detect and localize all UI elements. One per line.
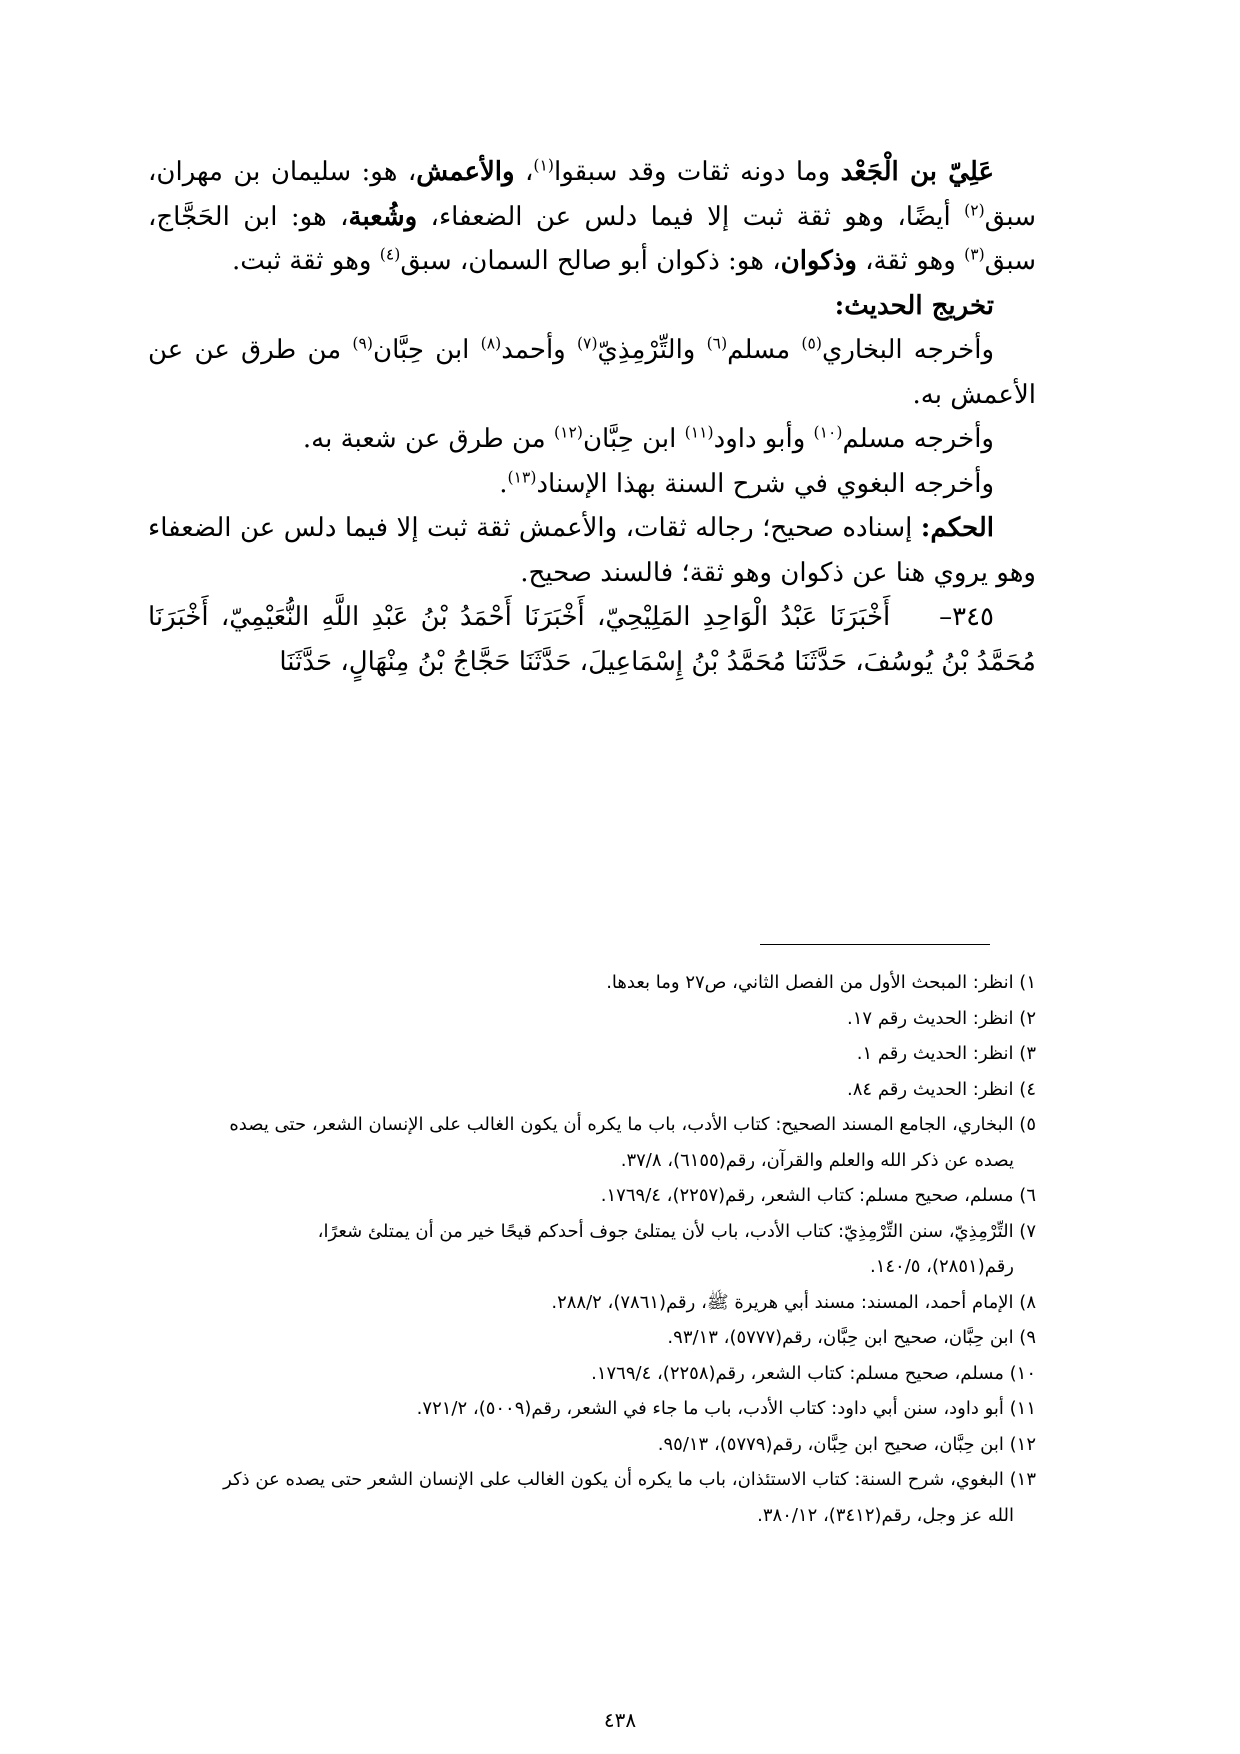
footnote-ref[interactable]: (٩): [352, 334, 373, 353]
footnote-ref[interactable]: (١): [533, 156, 554, 175]
footnote-number: ١٢): [1009, 1433, 1036, 1455]
footnote-ref[interactable]: (٨): [480, 334, 502, 353]
text-run: من طرق عن عن الأعمش به.: [148, 335, 1036, 410]
footnote-number: ٦): [1019, 1185, 1036, 1206]
paragraph-hadith-345: [148, 595, 1036, 684]
footnote-ref[interactable]: (٦): [706, 334, 728, 353]
text-run: مسلم: [727, 335, 802, 365]
narrator-name: وشُعبة: [348, 201, 418, 232]
footnote-text: البغوي، شرح السنة: كتاب الاستئذان، باب ما يكره أن يكون الغالب على الإنسان الشعر حتى يصده عن ذكر: [223, 1469, 1010, 1490]
footnote-ref[interactable]: (١٠): [813, 423, 843, 442]
footnote-item: [148, 1391, 1036, 1427]
text-run: وهو ثقة ثبت.: [232, 246, 380, 276]
footnote-item: [148, 1285, 1036, 1321]
hadith-number: ٣٤٥–: [939, 602, 995, 632]
text-run: ، هو: ذكوان أبو صالح السمان، سبق: [400, 246, 781, 276]
text-run: وأحمد: [501, 335, 577, 365]
footnote-number: ١): [1019, 972, 1036, 993]
ruling-label: الحكم:: [920, 513, 994, 543]
text-run: وأخرجه البغوي في شرح السنة بهذا الإسناد: [536, 468, 994, 499]
text-run: ، هو: سليمان بن مهران، سبق: [148, 157, 1036, 232]
footnote-text: انظر: الحديث رقم ٨٤.: [847, 1078, 1020, 1100]
text-run: .: [499, 468, 508, 499]
footnote-item: [148, 1036, 1036, 1072]
hadith-text: أَخْبَرَنَا عَبْدُ الْوَاحِدِ المَلِيْحِيّ، أَخْبَرَنَا أَحْمَدُ بْنُ عَبْدِ اللَّهِ النُّعَيْمِيّ، أَخْبَرَنَا مُحَمَّدُ بْنُ يُوسُفَ، حَدَّثَنَا مُحَمَّدُ بْنُ إِسْمَاعِيلَ، حَدَّثَنَا حَجَّاجُ بْنُ مِنْهَالٍ، حَدَّثَنَا: [148, 602, 1036, 677]
footnote-number: ٨): [1019, 1291, 1036, 1313]
narrator-name: والأعمش: [416, 157, 515, 187]
footnote-ref[interactable]: (٣): [964, 245, 985, 264]
section-heading: تخريج الحديث:: [834, 290, 994, 321]
footnote-number: ٥): [1019, 1114, 1036, 1135]
footnote-text: مسلم، صحيح مسلم: كتاب الشعر، رقم(٢٢٥٨)، ١٧٦٩/٤.: [591, 1362, 1010, 1384]
footnote-number: ٧): [1019, 1220, 1036, 1242]
footnote-ref[interactable]: (٤): [379, 245, 401, 264]
footnote-text: انظر: المبحث الأول من الفصل الثاني، ص٢٧ وما بعدها.: [606, 972, 1020, 993]
text-run: ،: [514, 157, 534, 187]
footnote-number: ٣): [1019, 1043, 1036, 1064]
footnote-ref[interactable]: (١٣): [507, 468, 537, 487]
paragraph-narrators: [148, 150, 1036, 284]
main-text: [148, 150, 1036, 684]
footnote-ref[interactable]: (٥): [801, 334, 822, 353]
footnote-number: ١٣): [1009, 1469, 1036, 1490]
footnote-continuation: يصده عن ذكر الله والعلم والقرآن، رقم(٦١٥٥)، ٣٧/٨.: [620, 1149, 1014, 1171]
footnote-item: [148, 965, 1036, 1001]
text-run: وأبو داود: [713, 424, 814, 454]
footnote-ref[interactable]: (٧): [576, 334, 598, 353]
footnote-item: [148, 1214, 1036, 1250]
footnote-number: ٤): [1019, 1078, 1036, 1100]
footnote-ref[interactable]: (١٢): [553, 423, 583, 442]
text-run: وهو ثقة،: [856, 246, 965, 276]
footnote-continuation: الله عز وجل، رقم(٣٤١٢)، ٣٨٠/١٢.: [757, 1504, 1014, 1526]
paragraph-takhrij-1: [148, 328, 1036, 417]
paragraph-ruling: [148, 506, 1036, 595]
footnote-text: انظر: الحديث رقم ١.: [856, 1043, 1020, 1064]
footnote-number: ٩): [1019, 1327, 1036, 1348]
narrator-name: وذكوان: [780, 246, 857, 276]
footnote-item: [148, 1001, 1036, 1037]
footnote-text: البخاري، الجامع المسند الصحيح: كتاب الأدب، باب ما يكره أن يكون الغالب على الإنسان الشعر، حتى يصده: [229, 1114, 1020, 1135]
footnotes-section: [148, 965, 1036, 1533]
footnote-number: ١٠): [1009, 1362, 1036, 1384]
text-run: وأخرجه البخاري: [821, 335, 995, 365]
footnote-number: ١١): [1009, 1398, 1036, 1419]
text-run: أيضًا، وهو ثقة ثبت إلا فيما دلس عن الضعفاء،: [417, 201, 965, 232]
text-run: ، هو: ابن الحَجَّاج، سبق: [148, 201, 1036, 276]
footnote-text: الإمام أحمد، المسند: مسند أبي هريرة ﷺ، رقم(٧٨٦١)، ٢٨٨/٢.: [551, 1291, 1020, 1313]
footnote-item: [148, 1427, 1036, 1463]
text-run: وأخرجه مسلم: [842, 424, 994, 454]
footnote-ref[interactable]: (٢): [964, 201, 985, 220]
text-run: والتِّرْمِذِيّ: [597, 335, 707, 365]
footnote-item: [148, 1178, 1036, 1214]
paragraph-takhrij-3: [148, 462, 1036, 507]
footnote-text: ابن حِبَّان، صحيح ابن حِبَّان، رقم(٥٧٧٧)، ٩٣/١٣.: [667, 1327, 1020, 1348]
page-number: ٤٣٨: [603, 1708, 637, 1732]
footnote-text: أبو داود، سنن أبي داود: كتاب الأدب، باب ما جاء في الشعر، رقم(٥٠٠٩)، ٧٢١/٢.: [416, 1398, 1010, 1419]
narrator-name: عَلِيّ بن الْجَعْد: [840, 157, 994, 187]
footnote-continuation: رقم(٢٨٥١)، ١٤٠/٥.: [869, 1256, 1014, 1277]
text-run: ابن حِبَّان: [373, 335, 481, 365]
text-run: وما دونه ثقات وقد سبقوا: [553, 157, 841, 187]
footnote-text: ابن حِبَّان، صحيح ابن حِبَّان، رقم(٥٧٧٩)، ٩٥/١٣.: [657, 1433, 1010, 1455]
footnote-item: [148, 1072, 1036, 1108]
footnote-text: التِّرْمِذِيّ، سنن التِّرْمِذِيّ: كتاب الأدب، باب لأن يمتلئ جوف أحدكم قيحًا خير من أن يمتلئ شعرًا،: [317, 1220, 1020, 1242]
footnote-text: مسلم، صحيح مسلم: كتاب الشعر، رقم(٢٢٥٧)، ١٧٦٩/٤.: [600, 1185, 1020, 1206]
footnote-item: [148, 1107, 1036, 1143]
footnote-ref[interactable]: (١١): [684, 423, 714, 442]
paragraph-takhrij-2: [148, 417, 1036, 462]
footnote-item: [148, 1462, 1036, 1498]
footnote-number: ٢): [1019, 1007, 1036, 1029]
text-run: إسناده صحيح؛ رجاله ثقات، والأعمش ثقة ثبت إلا فيما دلس عن الضعفاء وهو يروي هنا عن ذكوان وهو ثقة؛ فالسند صحيح.: [148, 513, 1036, 588]
footnote-item: [148, 1320, 1036, 1356]
text-run: من طرق عن شعبة به.: [302, 424, 554, 454]
footnote-text: انظر: الحديث رقم ١٧.: [847, 1007, 1020, 1029]
footnote-item: [148, 1356, 1036, 1392]
text-run: ابن حِبَّان: [582, 424, 685, 454]
footnote-separator: [760, 944, 990, 945]
